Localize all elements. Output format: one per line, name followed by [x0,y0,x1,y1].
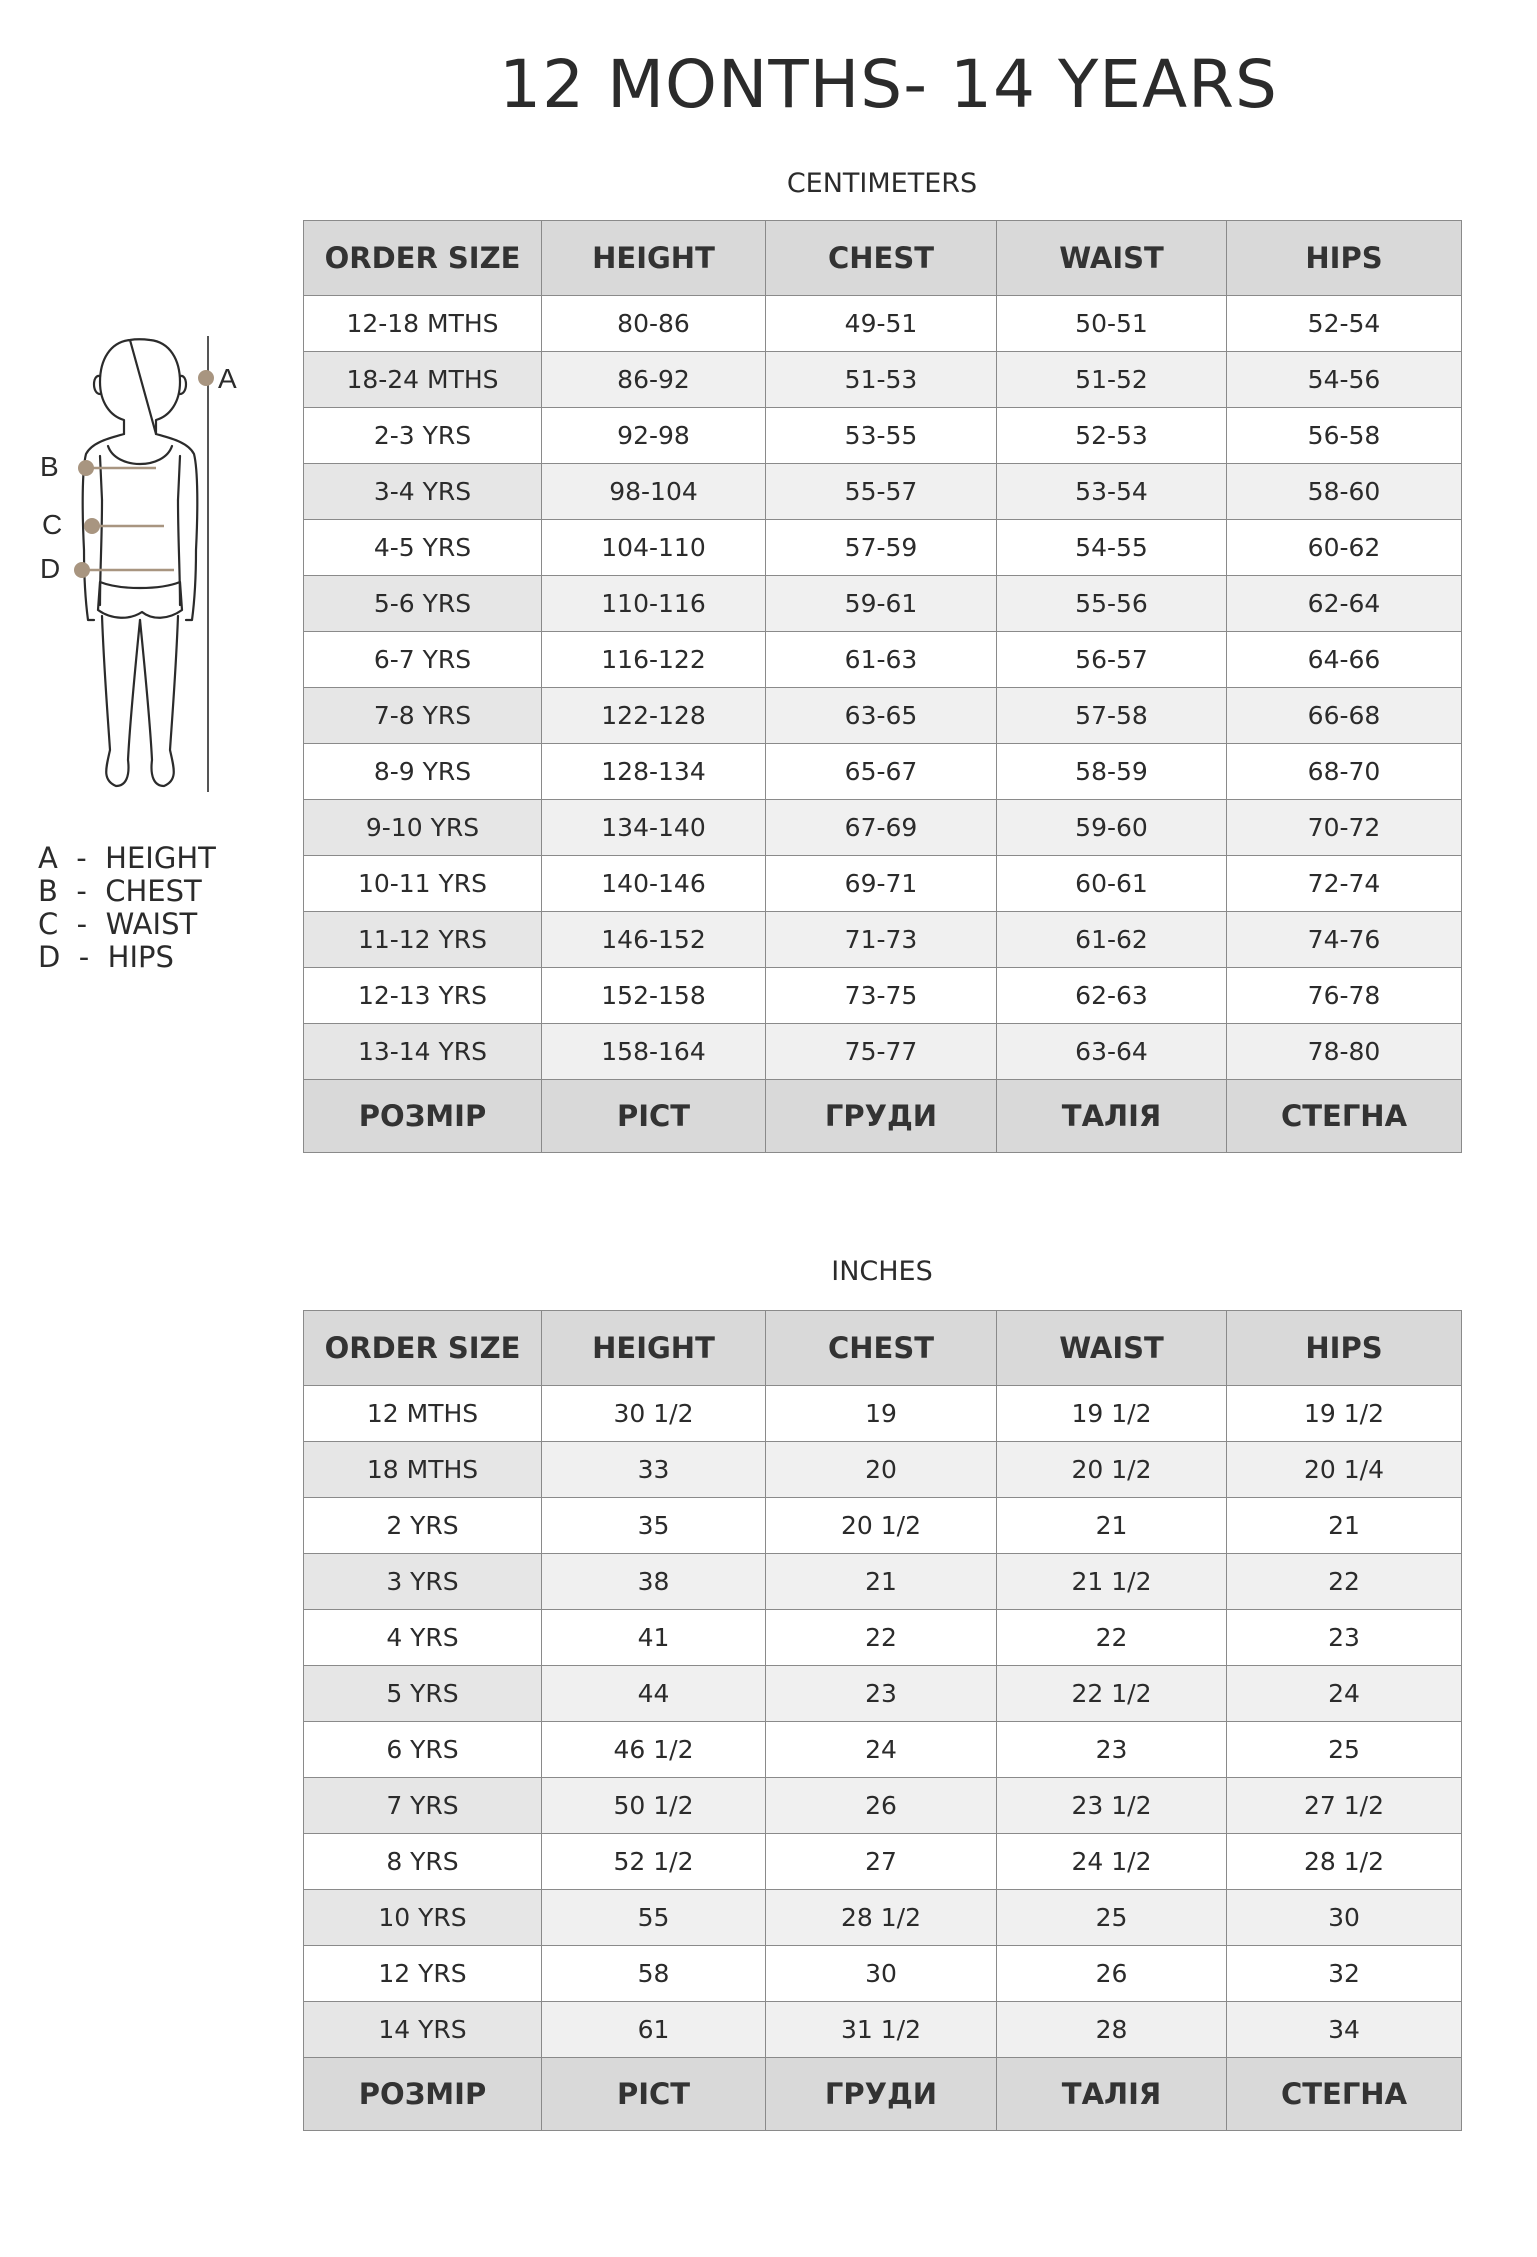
cell-waist: 58-59 [997,744,1227,800]
footer-hips-uk: СТЕГНА [1227,2058,1462,2131]
cell-hips: 64-66 [1227,632,1462,688]
cell-hips: 21 [1227,1498,1462,1554]
header-height: HEIGHT [542,1311,766,1386]
header-hips: HIPS [1227,221,1462,296]
cell-waist: 62-63 [997,968,1227,1024]
cell-height: 104-110 [542,520,766,576]
cell-height: 152-158 [542,968,766,1024]
table-header-row [304,1311,1462,1386]
cell-chest: 75-77 [766,1024,997,1080]
cell-order-size: 18-24 MTHS [304,352,542,408]
cell-order-size: 14 YRS [304,2002,542,2058]
cell-height: 128-134 [542,744,766,800]
cell-height: 44 [542,1666,766,1722]
cell-waist: 23 [997,1722,1227,1778]
cell-hips: 70-72 [1227,800,1462,856]
cell-chest: 31 1/2 [766,2002,997,2058]
cell-order-size: 8-9 YRS [304,744,542,800]
cell-height: 122-128 [542,688,766,744]
cell-order-size: 8 YRS [304,1834,542,1890]
table-row [304,1024,1462,1080]
cell-waist: 22 [997,1610,1227,1666]
table-row [304,912,1462,968]
cell-order-size: 7-8 YRS [304,688,542,744]
cell-hips: 28 1/2 [1227,1834,1462,1890]
cell-chest: 69-71 [766,856,997,912]
cell-height: 41 [542,1610,766,1666]
cell-height: 52 1/2 [542,1834,766,1890]
cell-waist: 52-53 [997,408,1227,464]
cell-height: 30 1/2 [542,1386,766,1442]
cell-order-size: 3 YRS [304,1554,542,1610]
footer-waist-uk: ТАЛІЯ [997,2058,1227,2131]
cell-hips: 22 [1227,1554,1462,1610]
footer-waist-uk: ТАЛІЯ [997,1080,1227,1153]
header-waist: WAIST [997,1311,1227,1386]
cell-hips: 34 [1227,2002,1462,2058]
measurement-legend [38,842,216,974]
table-footer-row [304,2058,1462,2131]
header-chest: CHEST [766,1311,997,1386]
cell-chest: 57-59 [766,520,997,576]
cell-hips: 78-80 [1227,1024,1462,1080]
cell-hips: 24 [1227,1666,1462,1722]
cell-chest: 21 [766,1554,997,1610]
footer-chest-uk: ГРУДИ [766,1080,997,1153]
cell-hips: 19 1/2 [1227,1386,1462,1442]
footer-height-uk: РІСТ [542,1080,766,1153]
cell-waist: 24 1/2 [997,1834,1227,1890]
cell-order-size: 12-18 MTHS [304,296,542,352]
cell-hips: 25 [1227,1722,1462,1778]
cell-waist: 56-57 [997,632,1227,688]
footer-hips-uk: СТЕГНА [1227,1080,1462,1153]
footer-size-uk: РОЗМІР [304,2058,542,2131]
table-row [304,296,1462,352]
table-row [304,464,1462,520]
cell-hips: 76-78 [1227,968,1462,1024]
inches-size-table [303,1310,1462,2131]
cell-order-size: 10-11 YRS [304,856,542,912]
cell-height: 55 [542,1890,766,1946]
cell-height: 146-152 [542,912,766,968]
cell-height: 134-140 [542,800,766,856]
cell-height: 116-122 [542,632,766,688]
cell-hips: 23 [1227,1610,1462,1666]
child-measurement-figure-icon [30,320,270,820]
cell-order-size: 2 YRS [304,1498,542,1554]
cell-hips: 72-74 [1227,856,1462,912]
legend-item-hips: D - HIPS [38,940,174,974]
cell-order-size: 4 YRS [304,1610,542,1666]
cell-height: 50 1/2 [542,1778,766,1834]
cell-hips: 54-56 [1227,352,1462,408]
cell-height: 140-146 [542,856,766,912]
table-row [304,576,1462,632]
cell-waist: 19 1/2 [997,1386,1227,1442]
cell-chest: 27 [766,1834,997,1890]
cell-chest: 73-75 [766,968,997,1024]
header-hips: HIPS [1227,1311,1462,1386]
cell-order-size: 12 YRS [304,1946,542,2002]
cell-height: 98-104 [542,464,766,520]
footer-size-uk: РОЗМІР [304,1080,542,1153]
cell-chest: 51-53 [766,352,997,408]
cell-hips: 52-54 [1227,296,1462,352]
legend-item-waist: C - WAIST [38,907,198,941]
marker-c-label: C [42,509,63,540]
table-row [304,800,1462,856]
legend-item-chest: B - CHEST [38,874,202,908]
cell-order-size: 5-6 YRS [304,576,542,632]
table-row [304,1610,1462,1666]
legend-item-height: A - HEIGHT [38,841,216,875]
table-row [304,968,1462,1024]
header-waist: WAIST [997,221,1227,296]
cell-chest: 59-61 [766,576,997,632]
cell-order-size: 6-7 YRS [304,632,542,688]
cell-hips: 32 [1227,1946,1462,2002]
cell-chest: 65-67 [766,744,997,800]
table-row [304,2002,1462,2058]
cell-order-size: 5 YRS [304,1666,542,1722]
table-row [304,408,1462,464]
cell-waist: 25 [997,1890,1227,1946]
cell-height: 61 [542,2002,766,2058]
cell-chest: 49-51 [766,296,997,352]
cell-chest: 55-57 [766,464,997,520]
table-row [304,1554,1462,1610]
cell-waist: 55-56 [997,576,1227,632]
cell-order-size: 6 YRS [304,1722,542,1778]
cell-height: 58 [542,1946,766,2002]
cell-height: 46 1/2 [542,1722,766,1778]
cell-hips: 74-76 [1227,912,1462,968]
table-row [304,352,1462,408]
cell-height: 35 [542,1498,766,1554]
cell-height: 92-98 [542,408,766,464]
cell-order-size: 13-14 YRS [304,1024,542,1080]
cell-hips: 60-62 [1227,520,1462,576]
cell-height: 38 [542,1554,766,1610]
cell-hips: 66-68 [1227,688,1462,744]
cell-chest: 23 [766,1666,997,1722]
cell-chest: 24 [766,1722,997,1778]
cell-chest: 20 [766,1442,997,1498]
cell-height: 110-116 [542,576,766,632]
cell-hips: 30 [1227,1890,1462,1946]
cell-hips: 20 1/4 [1227,1442,1462,1498]
cell-hips: 62-64 [1227,576,1462,632]
table-footer-row [304,1080,1462,1153]
header-height: HEIGHT [542,221,766,296]
inches-section-title: INCHES [831,1256,933,1287]
footer-height-uk: РІСТ [542,2058,766,2131]
table-row [304,1386,1462,1442]
cell-waist: 21 1/2 [997,1554,1227,1610]
cell-waist: 22 1/2 [997,1666,1227,1722]
table-row [304,1498,1462,1554]
table-row [304,520,1462,576]
table-header-row [304,221,1462,296]
cell-waist: 23 1/2 [997,1778,1227,1834]
cell-order-size: 11-12 YRS [304,912,542,968]
cell-chest: 19 [766,1386,997,1442]
cell-waist: 54-55 [997,520,1227,576]
cell-order-size: 4-5 YRS [304,520,542,576]
table-row [304,744,1462,800]
cell-height: 33 [542,1442,766,1498]
table-row [304,1666,1462,1722]
marker-d-label: D [40,553,61,584]
header-chest: CHEST [766,221,997,296]
cell-waist: 51-52 [997,352,1227,408]
cell-waist: 21 [997,1498,1227,1554]
cell-chest: 22 [766,1610,997,1666]
cell-chest: 26 [766,1778,997,1834]
cell-waist: 53-54 [997,464,1227,520]
cell-chest: 28 1/2 [766,1890,997,1946]
table-row [304,632,1462,688]
cell-waist: 20 1/2 [997,1442,1227,1498]
cell-chest: 61-63 [766,632,997,688]
table-row [304,1722,1462,1778]
centimeters-section-title: CENTIMETERS [786,168,978,199]
cell-order-size: 9-10 YRS [304,800,542,856]
page-title: 12 MONTHS- 14 YEARS [499,46,1278,123]
header-order-size: ORDER SIZE [304,1311,542,1386]
cell-order-size: 12 MTHS [304,1386,542,1442]
cell-height: 80-86 [542,296,766,352]
cell-chest: 71-73 [766,912,997,968]
cell-chest: 63-65 [766,688,997,744]
marker-a-label: A [218,363,237,394]
table-row [304,1442,1462,1498]
cell-chest: 53-55 [766,408,997,464]
centimeters-size-table [303,220,1462,1153]
cell-hips: 27 1/2 [1227,1778,1462,1834]
cell-order-size: 3-4 YRS [304,464,542,520]
cell-order-size: 12-13 YRS [304,968,542,1024]
cell-hips: 56-58 [1227,408,1462,464]
cell-waist: 50-51 [997,296,1227,352]
cell-order-size: 18 MTHS [304,1442,542,1498]
cell-waist: 61-62 [997,912,1227,968]
cell-waist: 60-61 [997,856,1227,912]
marker-b-label: B [40,451,59,482]
cell-order-size: 7 YRS [304,1778,542,1834]
cell-hips: 68-70 [1227,744,1462,800]
table-row [304,1890,1462,1946]
table-row [304,1946,1462,2002]
cell-height: 86-92 [542,352,766,408]
table-row [304,1834,1462,1890]
footer-chest-uk: ГРУДИ [766,2058,997,2131]
cell-chest: 20 1/2 [766,1498,997,1554]
table-row [304,856,1462,912]
cell-hips: 58-60 [1227,464,1462,520]
cell-waist: 63-64 [997,1024,1227,1080]
cell-chest: 30 [766,1946,997,2002]
table-row [304,1778,1462,1834]
cell-waist: 28 [997,2002,1227,2058]
table-row [304,688,1462,744]
cell-order-size: 10 YRS [304,1890,542,1946]
cell-waist: 59-60 [997,800,1227,856]
header-order-size: ORDER SIZE [304,221,542,296]
cell-order-size: 2-3 YRS [304,408,542,464]
cell-waist: 57-58 [997,688,1227,744]
cell-height: 158-164 [542,1024,766,1080]
cell-chest: 67-69 [766,800,997,856]
cell-waist: 26 [997,1946,1227,2002]
